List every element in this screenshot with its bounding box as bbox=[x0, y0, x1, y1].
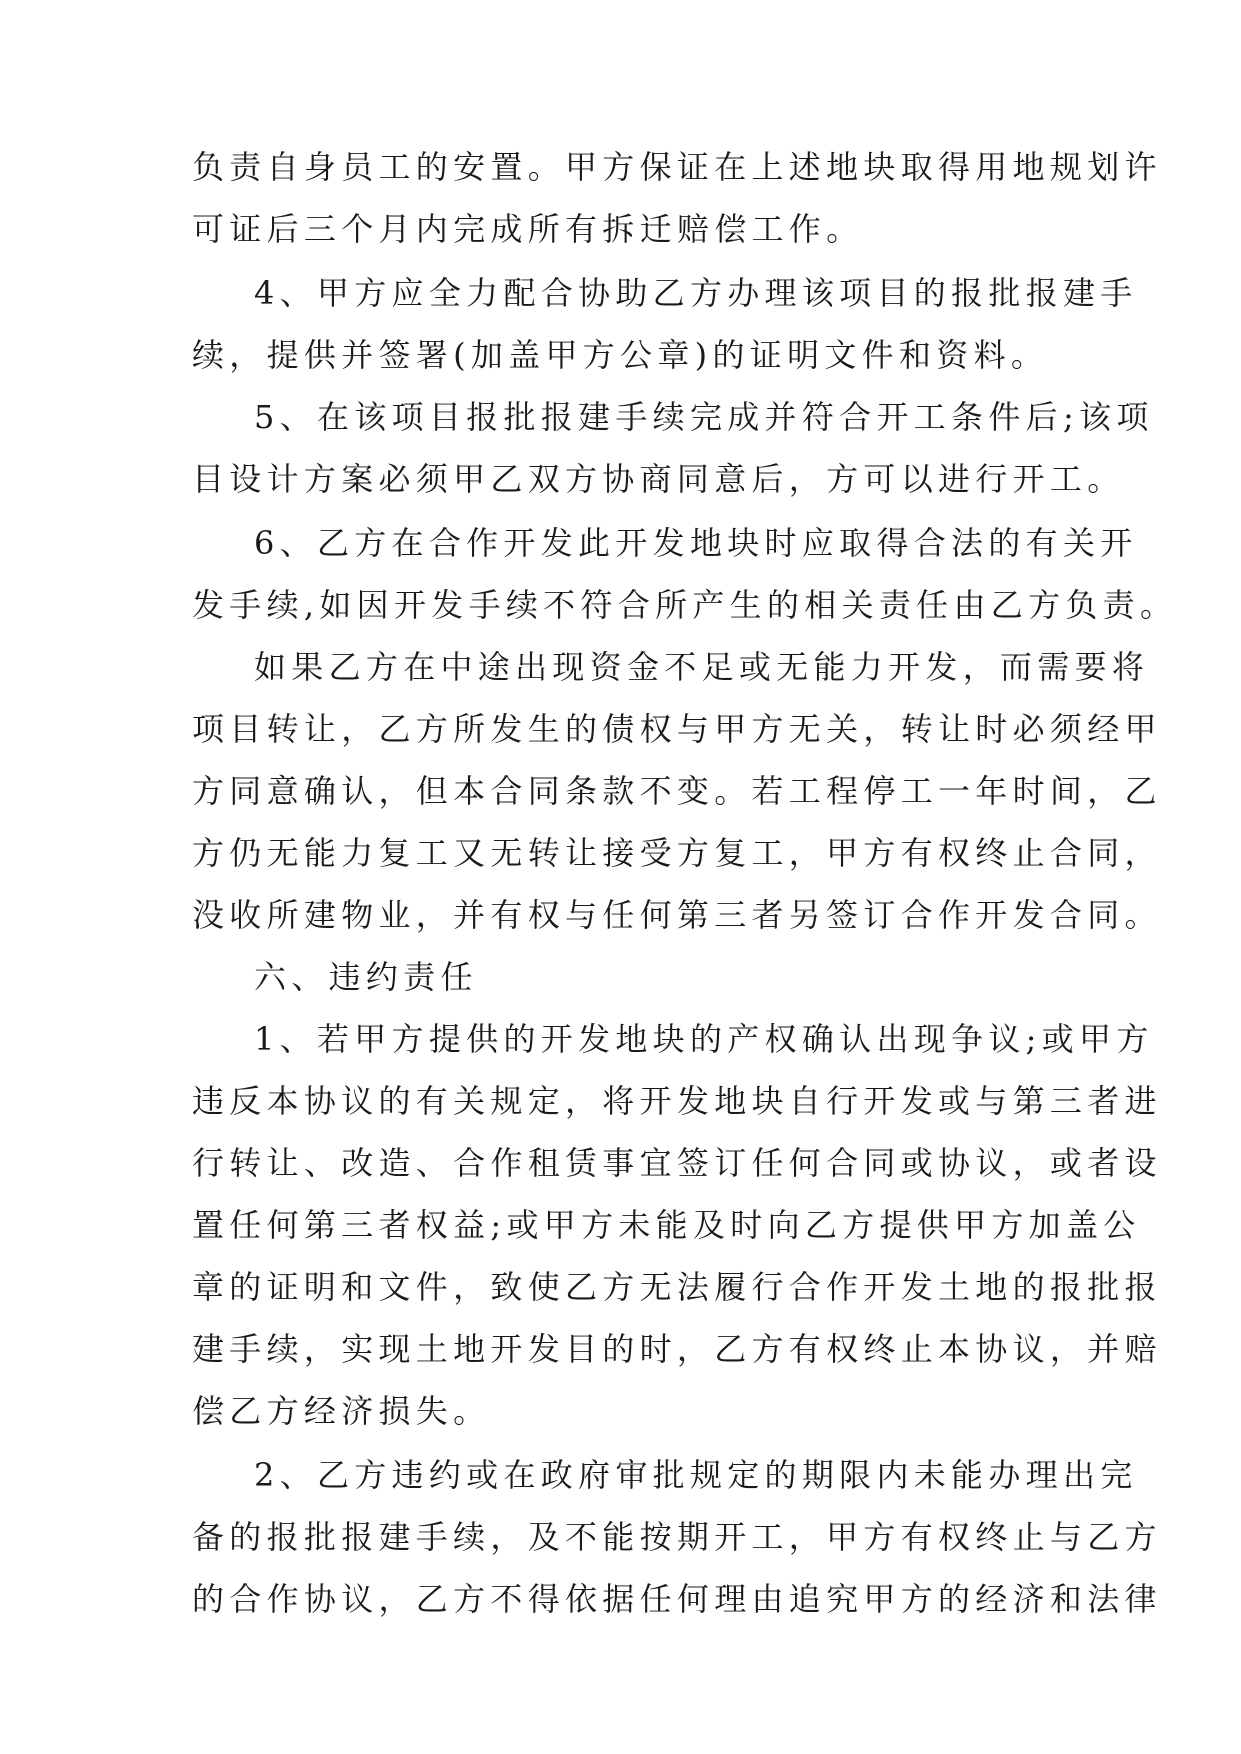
text-line: 行转让、改造、合作租赁事宜签订任何合同或协议，或者设 bbox=[192, 1144, 1162, 1182]
text-line: 的合作协议，乙方不得依据任何理由追究甲方的经济和法律 bbox=[192, 1580, 1162, 1618]
paragraph-line: 4、甲方应全力配合协助乙方办理该项目的报批报建手 bbox=[254, 274, 1138, 312]
text-line: 发手续,如因开发手续不符合所产生的相关责任由乙方负责。 bbox=[192, 586, 1178, 624]
text-line: 方同意确认，但本合同条款不变。若工程停工一年时间，乙 bbox=[192, 772, 1162, 810]
text-line: 没收所建物业，并有权与任何第三者另签订合作开发合同。 bbox=[192, 896, 1162, 934]
text-line: 负责自身员工的安置。甲方保证在上述地块取得用地规划许 bbox=[192, 148, 1162, 186]
text-line: 续，提供并签署(加盖甲方公章)的证明文件和资料。 bbox=[192, 336, 1049, 374]
paragraph-line: 6、乙方在合作开发此开发地块时应取得合法的有关开 bbox=[254, 524, 1138, 562]
text-line: 目设计方案必须甲乙双方协商同意后，方可以进行开工。 bbox=[192, 460, 1125, 498]
text-line: 备的报批报建手续，及不能按期开工，甲方有权终止与乙方 bbox=[192, 1518, 1162, 1556]
section-heading: 六、违约责任 bbox=[254, 958, 478, 996]
paragraph-line: 如果乙方在中途出现资金不足或无能力开发，而需要将 bbox=[254, 648, 1150, 686]
paragraph-line: 5、在该项目报批报建手续完成并符合开工条件后;该项 bbox=[254, 398, 1154, 436]
text-line: 建手续，实现土地开发目的时，乙方有权终止本协议，并赔 bbox=[192, 1330, 1162, 1368]
text-line: 违反本协议的有关规定，将开发地块自行开发或与第三者进 bbox=[192, 1082, 1162, 1120]
text-line: 章的证明和文件，致使乙方无法履行合作开发土地的报批报 bbox=[192, 1268, 1162, 1306]
paragraph-line: 2、乙方违约或在政府审批规定的期限内未能办理出完 bbox=[254, 1456, 1138, 1494]
text-line: 方仍无能力复工又无转让接受方复工，甲方有权终止合同， bbox=[192, 834, 1162, 872]
text-line: 置任何第三者权益;或甲方未能及时向乙方提供甲方加盖公 bbox=[192, 1206, 1141, 1244]
text-line: 项目转让，乙方所发生的债权与甲方无关，转让时必须经甲 bbox=[192, 710, 1162, 748]
text-line: 可证后三个月内完成所有拆迁赔偿工作。 bbox=[192, 210, 864, 248]
text-line: 偿乙方经济损失。 bbox=[192, 1392, 491, 1430]
paragraph-line: 1、若甲方提供的开发地块的产权确认出现争议;或甲方 bbox=[254, 1020, 1154, 1058]
